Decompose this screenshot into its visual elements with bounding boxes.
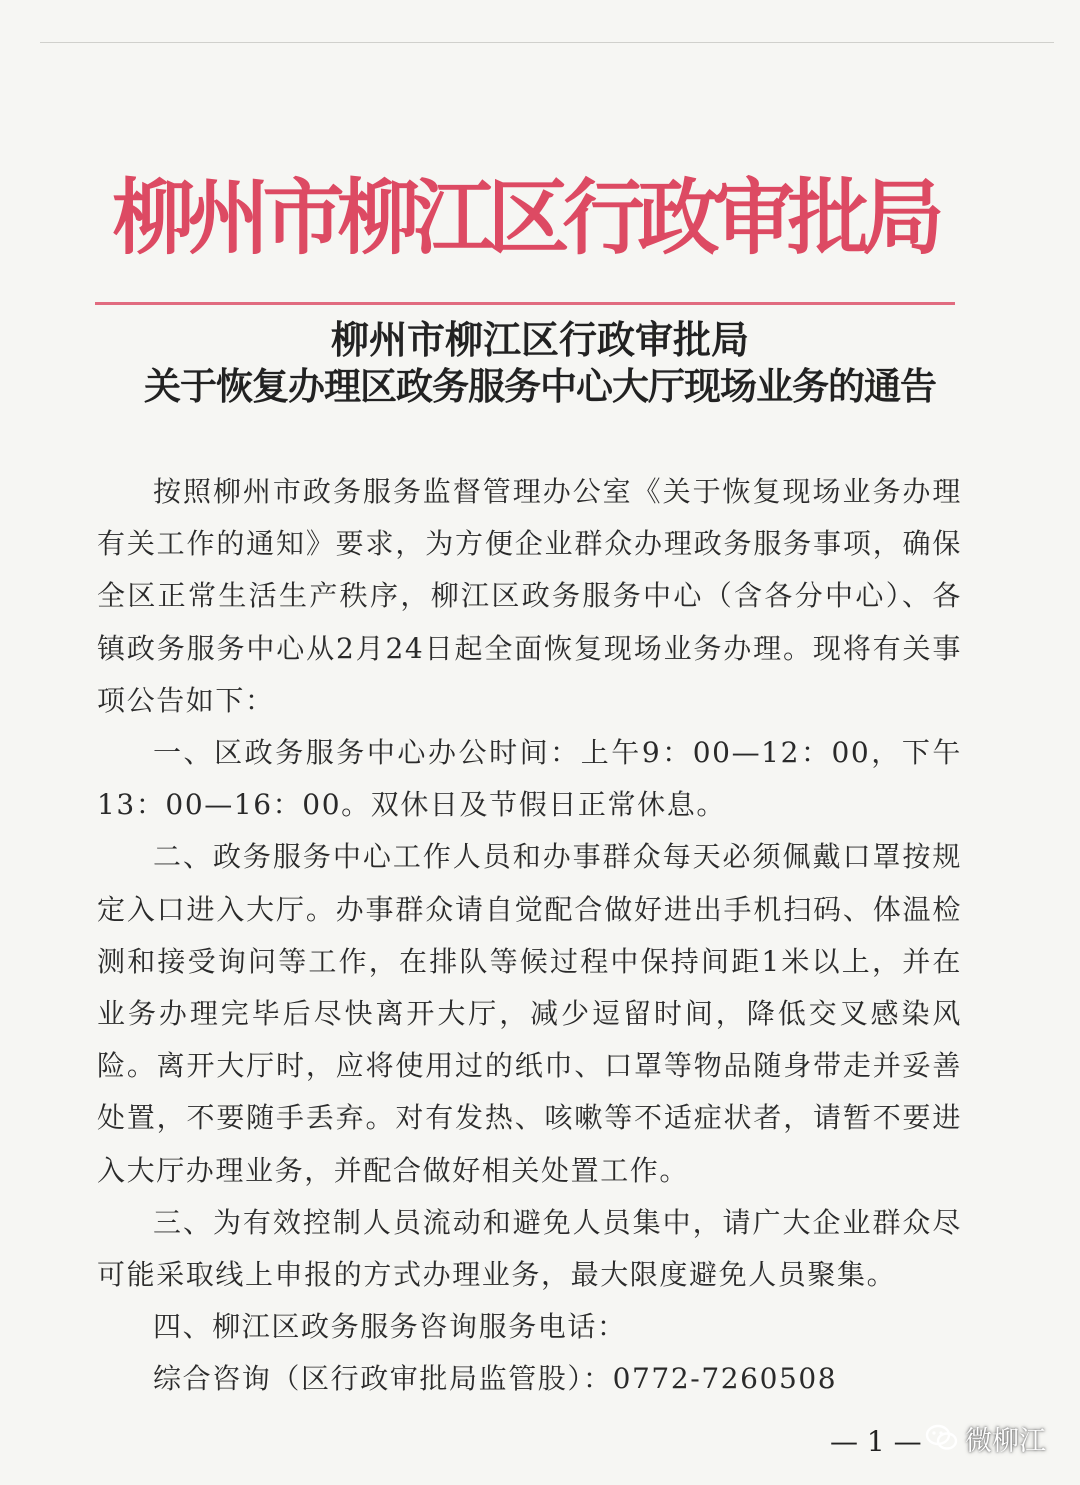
watermark-text: 微柳江 (965, 1425, 1046, 1457)
wechat-icon (925, 1423, 959, 1453)
letterhead-red-rule (95, 302, 955, 305)
paragraph-online-filing: 三、为有效控制人员流动和避免人员集中，请广大企业群众尽可能采取线上申报的方式办理业务，最大限度避免人员聚集。 (97, 1205, 962, 1292)
paragraph-hotline-heading: 四、柳江区政务服务咨询服务电话： (153, 1310, 627, 1344)
paragraph-intro: 按照柳州市政务服务监督管理办公室《关于恢复现场业务办理有关工作的通知》要求，为方便企业群众办理政务服务事项，确保全区正常生活生产秩序，柳江区政务服务中心（含各分中心）、各镇政务服务中心从2月24日起全面恢复现场业务办理。现将有关事项公告如下： (97, 475, 962, 717)
wechat-watermark (925, 1420, 1046, 1456)
paragraph-hotline-number: 综合咨询（区行政审批局监管股）：0772-7260508 (153, 1362, 838, 1396)
notice-body (97, 466, 962, 1406)
paragraph-office-hours: 一、区政务服务中心办公时间：上午9：00—12：00，下午13：00—16：00。双休日及节假日正常休息。 (97, 736, 962, 822)
letterhead-title: 柳州市柳江区行政审批局 (112, 170, 938, 266)
notice-title-line-2: 关于恢复办理区政务服务中心大厅现场业务的通告 (144, 364, 936, 408)
notice-title-line-1: 柳州市柳江区行政审批局 (330, 317, 749, 362)
page-number: — 1 — (830, 1425, 922, 1458)
page-top-edge (40, 42, 1054, 43)
paragraph-entry-rules: 二、政务服务中心工作人员和办事群众每天必须佩戴口罩按规定入口进入大厅。办事群众请自觉配合做好进出手机扫码、体温检测和接受询问等工作，在排队等候过程中保持间距1米以上，并在业务办理完毕后尽快离开大厅，减少逗留时间，降低交叉感染风险。离开大厅时，应将使用过的纸巾、口罩等物品随身带走并妥善处置，不要随手丢弃。对有发热、咳嗽等不适症状者，请暂不要进入大厅办理业务，并配合做好相关处置工作。 (97, 840, 962, 1187)
